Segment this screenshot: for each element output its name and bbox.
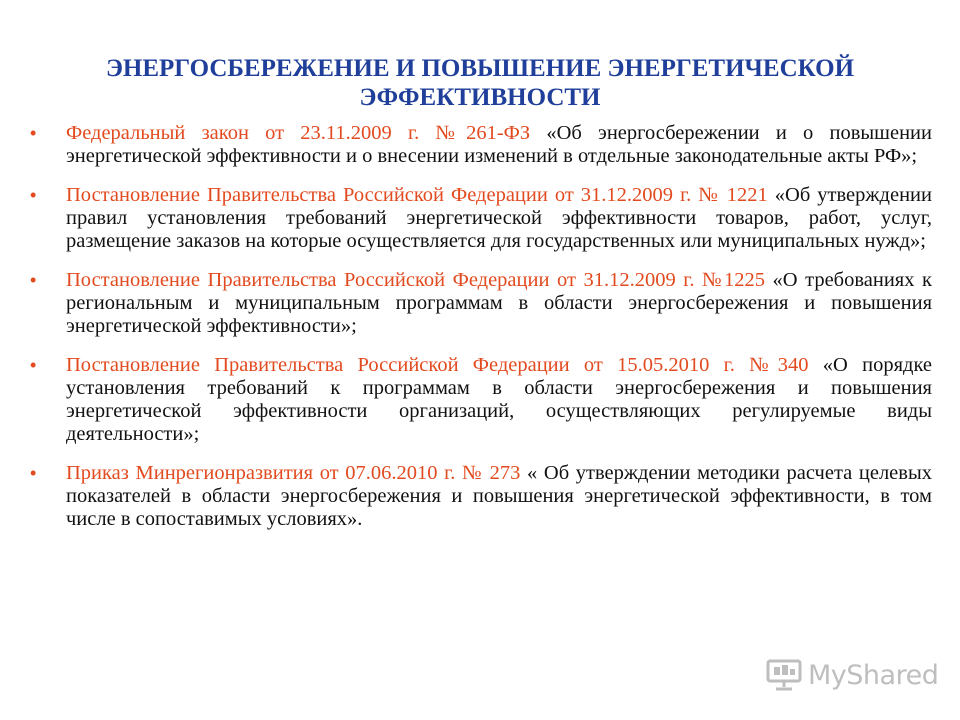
presentation-screen-icon	[766, 657, 802, 693]
document-description: «Об утверждении правил установления требований энергетической эффективности товаров, работ, услуг, размещение заказов на которые осуществляется для государственных или муниципальных нужд»;	[66, 184, 932, 252]
document-description: « Об утверждении методики расчета целевых показателей в области энергосбережения и повышения энергетической эффективности, в том числе в сопоставимых условиях».	[66, 462, 932, 530]
legal-acts-list	[30, 122, 932, 547]
bullet-icon: •	[30, 270, 37, 290]
list-item-order-273	[30, 462, 932, 531]
document-description: «Об энергосбережении и о повышении энергетической эффективности и о внесении изменений в отдельные законодательные акты РФ»;	[66, 122, 932, 167]
document-reference: Постановление Правительства Российской Федерации от 15.05.2010 г. №340	[66, 354, 809, 376]
bullet-icon: •	[30, 123, 37, 143]
document-reference: Постановление Правительства Российской Федерации от 31.12.2009 г. №1225	[66, 269, 765, 291]
bullet-icon: •	[30, 463, 37, 483]
list-item-resolution-1221	[30, 184, 932, 253]
document-description: «О порядке установления требований к программам в области энергосбережения и повышения энергетической эффективности организаций, осуществляющих регулируемые виды деятельности»;	[66, 354, 932, 445]
document-reference: Постановление Правительства Российской Федерации от 31.12.2009 г. № 1221	[66, 184, 768, 206]
list-item-resolution-1225	[30, 269, 932, 338]
bullet-icon: •	[30, 185, 37, 205]
document-reference: Приказ Минрегионразвития от 07.06.2010 г. № 273	[66, 462, 521, 484]
bullet-icon: •	[30, 355, 37, 375]
document-description: «О требованиях к региональным и муниципальным программам в области энергосбережения и повышения энергетической эффективности»;	[66, 269, 932, 337]
watermark-logo	[766, 655, 938, 695]
list-item-resolution-340	[30, 354, 932, 446]
slide-title: ЭНЕРГОСБЕРЕЖЕНИЕ И ПОВЫШЕНИЕ ЭНЕРГЕТИЧЕСКОЙ ЭФФЕКТИВНОСТИ	[105, 55, 855, 111]
document-reference: Федеральный закон от 23.11.2009 г. №261-ФЗ	[66, 122, 531, 144]
list-item-law-261	[30, 122, 932, 168]
watermark-text: MyShared	[808, 659, 939, 691]
